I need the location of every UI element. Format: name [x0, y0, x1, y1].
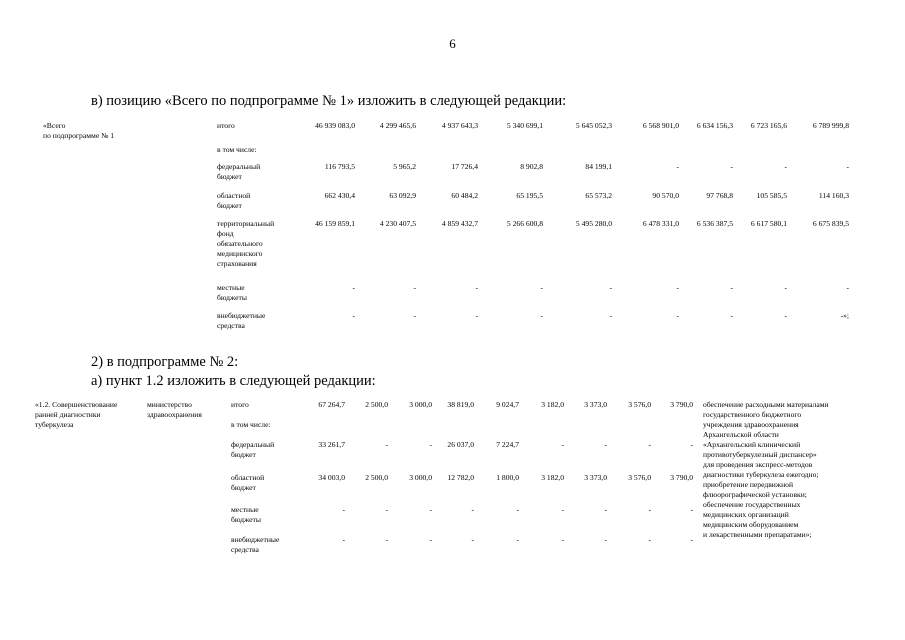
table-cell: -: [784, 162, 787, 171]
table-cell: 6 789 999,8: [812, 121, 849, 130]
table-cell: 3 000,0: [409, 400, 432, 409]
table-cell: 5 495 280,0: [575, 219, 612, 228]
table-cell: 4 859 432,7: [441, 219, 478, 228]
table-cell: 8 902,8: [520, 162, 543, 171]
table-cell: 33 261,7: [318, 440, 345, 449]
table-cell: -: [475, 311, 478, 320]
table-cell: 9 024,7: [496, 400, 519, 409]
table-cell: -: [561, 535, 564, 544]
item-label: «1.2. Совершенствование: [35, 400, 118, 409]
table-cell: -: [676, 311, 679, 320]
funding-source-label: в том числе:: [231, 420, 271, 429]
funding-source-label: бюджет: [231, 483, 256, 492]
table-cell: -: [676, 162, 679, 171]
funding-source-label: внебюджетные: [217, 311, 266, 320]
funding-source-label: областной: [231, 473, 265, 482]
table-cell: -: [604, 535, 607, 544]
heading-item-1-2: а) пункт 1.2 изложить в следующей редакции:: [91, 373, 376, 389]
table-cell: -: [609, 311, 612, 320]
table-cell: 5 645 052,3: [575, 121, 612, 130]
funding-source-label: федеральный: [217, 162, 261, 171]
table-cell: 105 585,5: [756, 191, 787, 200]
funding-source-label: итого: [217, 121, 235, 130]
table-cell: 3 373,0: [584, 400, 607, 409]
table-cell: 46 939 083,0: [315, 121, 355, 130]
table-cell: 3 182,0: [541, 473, 564, 482]
table-cell: 1 800,0: [496, 473, 519, 482]
table-cell: -: [676, 283, 679, 292]
page-number: 6: [449, 36, 456, 51]
table-cell: 3 576,0: [628, 400, 651, 409]
table-cell: 2 500,0: [365, 400, 388, 409]
table-cell: -: [352, 283, 355, 292]
table-cell: -: [342, 535, 345, 544]
table-cell: 6 723 165,6: [750, 121, 787, 130]
table-cell: -: [648, 535, 651, 544]
table-cell: -: [471, 535, 474, 544]
table-cell: 38 819,0: [447, 400, 474, 409]
table-cell: -: [413, 283, 416, 292]
table-cell: -: [385, 505, 388, 514]
expected-result-text: и лекарственными препаратами»;: [703, 530, 812, 539]
position-label: «Всего: [43, 121, 66, 130]
funding-source-label: бюджет: [217, 201, 242, 210]
funding-source-label: итого: [231, 400, 249, 409]
table-cell: -: [561, 505, 564, 514]
table-cell: 17 726,4: [451, 162, 478, 171]
table-cell: -: [604, 505, 607, 514]
table-cell: -: [604, 440, 607, 449]
funding-source-label: средства: [217, 321, 245, 330]
table-cell: 7 224,7: [496, 440, 519, 449]
table-cell: 5 965,2: [393, 162, 416, 171]
table-cell: 4 937 643,3: [441, 121, 478, 130]
table-cell: 26 037,0: [447, 440, 474, 449]
heading-position-total: в) позицию «Всего по подпрограмме № 1» изложить в следующей редакции:: [91, 93, 567, 109]
table-cell: 3 790,0: [670, 473, 693, 482]
funding-source-label: в том числе:: [217, 145, 257, 154]
table-cell: -: [730, 162, 733, 171]
table-cell: 65 573,2: [585, 191, 612, 200]
expected-result-text: обеспечение расходными материалами: [703, 400, 829, 409]
table-cell: 6 675 839,5: [812, 219, 849, 228]
executor-label: здравоохранения: [147, 410, 202, 419]
expected-result-text: медицинских организаций: [703, 510, 789, 519]
table-cell: 3 790,0: [670, 400, 693, 409]
table-cell: -: [784, 311, 787, 320]
table-cell: 3 576,0: [628, 473, 651, 482]
table-cell: 67 264,7: [318, 400, 345, 409]
table-cell: -: [846, 283, 849, 292]
expected-result-text: учреждения здравоохранения: [703, 420, 799, 429]
funding-source-label: средства: [231, 545, 259, 554]
table-cell: -»;: [840, 311, 849, 320]
table-cell: -: [648, 440, 651, 449]
table-cell: 5 340 699,1: [506, 121, 543, 130]
table-cell: 65 195,5: [516, 191, 543, 200]
table-cell: 4 230 407,5: [379, 219, 416, 228]
expected-result-text: медицинским оборудованием: [703, 520, 799, 529]
table-cell: 84 199,1: [585, 162, 612, 171]
table-cell: -: [690, 505, 693, 514]
table-cell: 6 536 387,5: [696, 219, 733, 228]
expected-result-text: противотуберкулезный диспансер»: [703, 450, 817, 459]
table-cell: -: [429, 505, 432, 514]
funding-source-label: бюджет: [217, 172, 242, 181]
table-cell: 6 617 580,1: [750, 219, 787, 228]
table-cell: 46 159 859,1: [315, 219, 355, 228]
funding-source-label: территориальный: [217, 219, 275, 228]
table-cell: 3 182,0: [541, 400, 564, 409]
expected-result-text: приобретение передвижной: [703, 480, 794, 489]
funding-source-label: бюджеты: [217, 293, 247, 302]
table-cell: -: [429, 535, 432, 544]
funding-source-label: областной: [217, 191, 251, 200]
funding-source-label: медицинского: [217, 249, 263, 258]
expected-result-text: диагностики туберкулеза ежегодно;: [703, 470, 819, 479]
table-cell: 90 570,0: [652, 191, 679, 200]
table-cell: 34 003,0: [318, 473, 345, 482]
table-cell: 662 430,4: [324, 191, 355, 200]
expected-result-text: государственного бюджетного: [703, 410, 802, 419]
table-cell: 97 768,8: [706, 191, 733, 200]
table-cell: -: [516, 505, 519, 514]
table-cell: 3 373,0: [584, 473, 607, 482]
funding-source-label: фонд: [217, 229, 234, 238]
table-cell: 60 484,2: [451, 191, 478, 200]
table-cell: -: [846, 162, 849, 171]
table-cell: 12 782,0: [447, 473, 474, 482]
table-cell: 114 160,3: [818, 191, 849, 200]
table-cell: 6 568 901,0: [642, 121, 679, 130]
table-cell: -: [730, 283, 733, 292]
position-label: по подпрограмме № 1: [43, 131, 115, 140]
item-label: ранней диагностики: [35, 410, 101, 419]
expected-result-text: для проведения экспресс-методов: [703, 460, 813, 469]
funding-source-label: местные: [217, 283, 245, 292]
expected-result-text: «Архангельский клинический: [703, 440, 801, 449]
table-cell: 5 266 600,8: [506, 219, 543, 228]
table-cell: -: [385, 440, 388, 449]
table-cell: -: [690, 440, 693, 449]
funding-source-label: федеральный: [231, 440, 275, 449]
table-cell: 116 793,5: [324, 162, 355, 171]
funding-source-label: бюджеты: [231, 515, 261, 524]
table-cell: -: [540, 311, 543, 320]
table-cell: 6 478 331,0: [642, 219, 679, 228]
table-cell: -: [540, 283, 543, 292]
executor-label: министерство: [147, 400, 192, 409]
expected-result-text: флюорографической установки;: [703, 490, 807, 499]
item-label: туберкулеза: [35, 420, 74, 429]
table-cell: -: [413, 311, 416, 320]
table-cell: 4 299 465,6: [379, 121, 416, 130]
funding-source-label: внебюджетные: [231, 535, 280, 544]
table-cell: -: [352, 311, 355, 320]
funding-source-label: обязательного: [217, 239, 263, 248]
table-cell: -: [342, 505, 345, 514]
table-cell: 6 634 156,3: [696, 121, 733, 130]
expected-result-text: обеспечение государственных: [703, 500, 801, 509]
table-cell: -: [730, 311, 733, 320]
table-cell: -: [475, 283, 478, 292]
funding-source-label: местные: [231, 505, 259, 514]
table-cell: 2 500,0: [365, 473, 388, 482]
table-cell: -: [429, 440, 432, 449]
table-cell: -: [690, 535, 693, 544]
funding-source-label: бюджет: [231, 450, 256, 459]
table-cell: -: [648, 505, 651, 514]
table-cell: 63 092,9: [389, 191, 416, 200]
table-cell: -: [784, 283, 787, 292]
table-cell: 3 000,0: [409, 473, 432, 482]
table-cell: -: [516, 535, 519, 544]
table-cell: -: [609, 283, 612, 292]
table-cell: -: [471, 505, 474, 514]
expected-result-text: Архангельской области: [703, 430, 779, 439]
heading-subprogram-2: 2) в подпрограмме № 2:: [91, 354, 239, 370]
funding-source-label: страхования: [217, 259, 257, 268]
table-cell: -: [561, 440, 564, 449]
table-cell: -: [385, 535, 388, 544]
